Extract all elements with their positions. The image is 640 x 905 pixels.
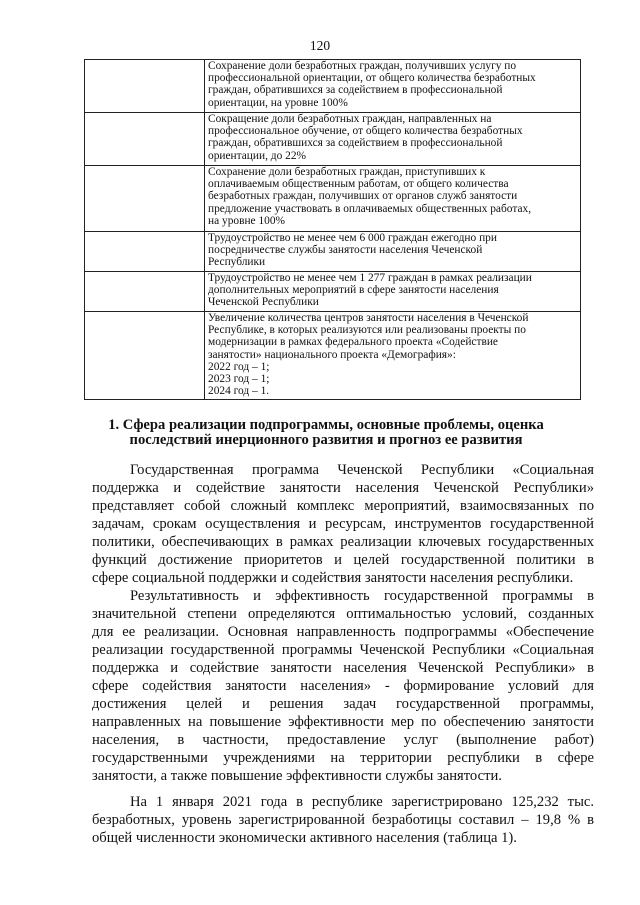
table-row xyxy=(85,312,581,400)
table-cell-target xyxy=(205,232,581,272)
table-cell-target xyxy=(205,166,581,232)
table-cell-line: дополнительных мероприятий в сфере занятости населения xyxy=(208,284,499,297)
table-cell-line: Чеченской Республики xyxy=(208,296,319,309)
table-cell-line: Трудоустройство не менее чем 6 000 граждан ежегодно при xyxy=(208,232,497,244)
table-cell-line: профессиональное обучение, от общего количества безработных xyxy=(208,125,523,138)
table-cell-line: оплачиваемым общественным работам, от общего количества xyxy=(208,178,509,191)
table-cell-line: занятости» национального проекта «Демография»: xyxy=(208,348,456,361)
paragraph-unemployment-stats xyxy=(92,793,594,847)
table-row xyxy=(85,166,581,232)
table-cell-line: Сокращение доли безработных граждан, направленных на xyxy=(208,113,492,125)
table-cell-line: граждан, обратившихся за содействием в профессиональной xyxy=(208,137,503,150)
table-cell-line: ориентации, до 22% xyxy=(208,149,307,162)
table-row xyxy=(85,60,581,113)
paragraph-line: На 1 января 2021 года в республике зарегистрировано 125,232 тыс. xyxy=(130,794,594,810)
table-cell-empty xyxy=(85,166,205,232)
targets-table xyxy=(84,59,581,400)
table-cell-line: посредничестве службы занятости населения Чеченской xyxy=(208,244,483,257)
paragraph-line: для ее реализации. Основная направленность подпрограммы «Обеспечение xyxy=(92,624,594,640)
page-number: 120 xyxy=(309,38,331,53)
paragraph-line: функций достижение приоритетов и целей государственной политики в xyxy=(92,552,594,568)
table-row xyxy=(85,232,581,272)
paragraph-line: значительной степени определяются оптимальностью условий, созданных xyxy=(92,606,594,622)
table-cell-line: граждан, обратившихся за содействием в профессиональной xyxy=(208,84,503,97)
table-cell-line: Республики xyxy=(208,256,266,269)
table-cell-line: безработных граждан, получивших от органов служб занятости xyxy=(208,190,518,203)
paragraph-line: политики, обеспечивающих в рамках реализации ключевых государственных xyxy=(92,534,594,550)
paragraph-line: поддержка и содействие занятости населения Чеченской Республики» xyxy=(92,480,594,496)
table-cell-line: Республике, в которых реализуются или реализованы проекты по xyxy=(208,324,526,337)
paragraph-line: направленных на повышение эффективности мер по обеспечению занятости xyxy=(92,714,594,730)
paragraph-line: безработных, уровень зарегистрированной безработицы составил – 19,8 % в xyxy=(92,812,594,828)
table-cell-empty xyxy=(85,60,205,113)
table-cell-line: 2023 год – 1; xyxy=(208,373,270,386)
paragraph-line: поддержка и содействие занятости населения Чеченской Республики» в xyxy=(92,660,594,676)
table-cell-line: на уровне 100% xyxy=(208,214,286,227)
table-cell-line: Трудоустройство не менее чем 1 277 граждан в рамках реализации xyxy=(208,272,532,284)
section-title-line: последствий инерционного развития и прогноз ее развития xyxy=(129,432,523,448)
table-cell-line: 2024 год – 1. xyxy=(208,385,270,398)
paragraph-program-effectiveness xyxy=(92,587,594,785)
paragraph-line: занятости, а также повышение эффективности службы занятости. xyxy=(92,768,502,784)
table-cell-line: 2022 год – 1; xyxy=(208,360,270,373)
table-cell-target xyxy=(205,60,581,113)
table-cell-empty xyxy=(85,113,205,166)
table-cell-line: Увеличение количества центров занятости населения в Чеченской xyxy=(208,312,529,324)
table-cell-line: предложение участвовать в оплачиваемых общественных работах, xyxy=(208,202,532,215)
table-cell-line: профессиональной ориентации, от общего количества безработных xyxy=(208,72,536,85)
table-cell-target xyxy=(205,113,581,166)
table-cell-empty xyxy=(85,312,205,400)
paragraph-line: реализации государственной программы Чеченской Республики «Социальная xyxy=(92,642,594,658)
table-row xyxy=(85,113,581,166)
paragraph-line: Государственная программа Чеченской Республики «Социальная xyxy=(130,462,594,478)
paragraph-line: представляет собой сложный комплекс мероприятий, взаимосвязанных по xyxy=(92,498,594,514)
paragraph-line: государственными учреждениями на территории республики в сфере xyxy=(92,750,594,766)
section-title-line: 1. Сфера реализации подпрограммы, основные проблемы, оценка xyxy=(108,417,544,433)
paragraph-line: общей численности экономически активного населения (таблица 1). xyxy=(92,830,517,846)
table-cell-empty xyxy=(85,272,205,312)
paragraph-program-description xyxy=(92,461,594,587)
paragraph-line: сфере социальной поддержки и содействия занятости населения республики. xyxy=(92,570,574,586)
paragraph-line: достижения целей и решения задач государственной программы, xyxy=(92,696,594,712)
table-cell-empty xyxy=(85,232,205,272)
table-cell-target xyxy=(205,272,581,312)
table-cell-line: ориентации, на уровне 100% xyxy=(208,96,348,109)
table-row xyxy=(85,272,581,312)
paragraph-line: населения, в частности, предоставление услуг (выполнение работ) xyxy=(92,732,594,748)
section-title xyxy=(96,418,556,448)
table-cell-line: Сохранение доли безработных граждан, приступивших к xyxy=(208,166,486,178)
table-cell-line: Сохранение доли безработных граждан, получивших услугу по xyxy=(208,60,517,72)
table-cell-line: модернизации в рамках федерального проекта «Содействие xyxy=(208,336,498,349)
paragraph-line: задачам, срокам осуществления и ресурсам, инструментов государственной xyxy=(92,516,594,532)
paragraph-line: сфере содействия занятости населения» - формирование условий для xyxy=(92,678,594,694)
paragraph-line: Результативность и эффективность государственной программы в xyxy=(130,588,594,604)
table-cell-target xyxy=(205,312,581,400)
